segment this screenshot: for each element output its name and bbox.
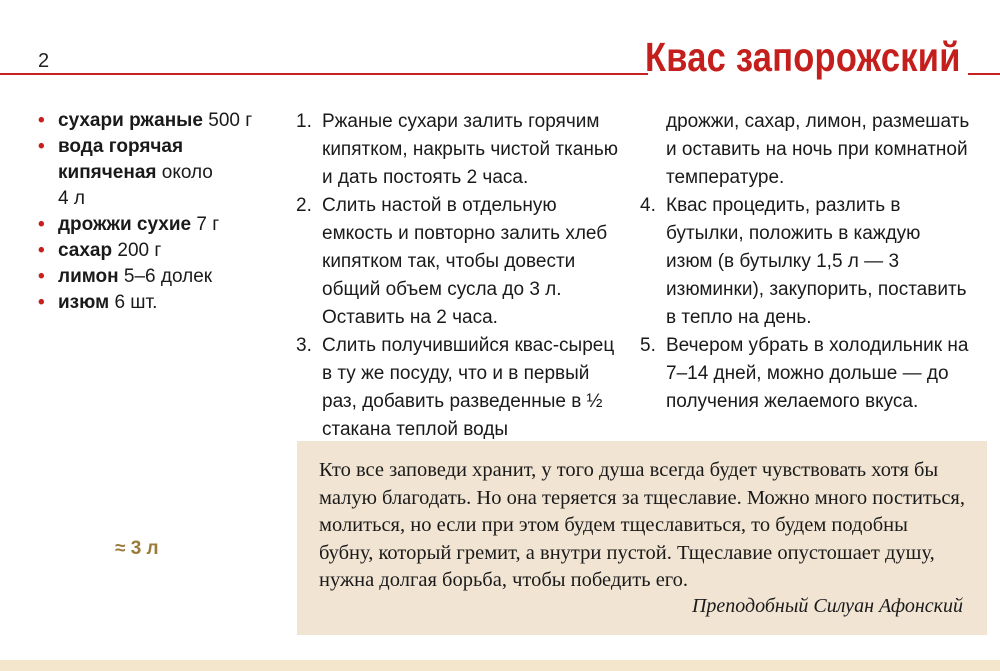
step-item <box>640 332 970 416</box>
page-number: 2 <box>38 50 50 72</box>
steps-column-2 <box>640 108 970 416</box>
ingredient-amount: 200 г <box>117 240 162 261</box>
step-text: Квас процедить, разлить в бутылки, положить в каждую изюм (в бутылку 1,5 л — 3 изюминки), закупорить, поставить в тепло на день. <box>666 195 967 328</box>
ingredient-amount: 7 г <box>196 214 220 235</box>
bullet-icon: • <box>38 292 45 313</box>
ingredient-name: изюм <box>58 292 110 313</box>
ingredient-item <box>36 212 286 238</box>
bullet-icon: • <box>38 214 45 235</box>
step-number: 3. <box>296 335 312 356</box>
ingredient-item <box>36 108 286 134</box>
ingredient-item <box>36 290 286 316</box>
step-number: 1. <box>296 111 312 132</box>
step-text: Вечером убрать в холодильник на 7–14 дней, можно дольше — до получения желаемого вкуса. <box>666 335 969 412</box>
ingredient-amount: 6 шт. <box>114 292 158 313</box>
bullet-icon: • <box>38 136 45 157</box>
step-text: Ржаные сухари залить горячим кипятком, накрыть чистой тканью и дать постоять 2 часа. <box>322 111 618 188</box>
bullet-icon: • <box>38 110 45 131</box>
recipe-title: Квас запорожский <box>645 34 961 80</box>
bullet-icon: • <box>38 240 45 261</box>
step-item <box>296 108 626 192</box>
step-text: Слить получившийся квас-сырец в ту же посуду, что и в первый раз, добавить разведенные в ½ стакана теплой воды <box>322 335 615 440</box>
step-item <box>296 192 626 332</box>
ingredient-name: дрожжи сухие <box>58 214 192 235</box>
ingredient-name: вода горячая кипяченая <box>58 136 184 183</box>
ingredient-item <box>36 134 286 212</box>
ingredients-list <box>36 108 286 316</box>
ingredient-amount: 500 г <box>208 110 253 131</box>
step-number: 4. <box>640 195 656 216</box>
quote-box <box>297 441 987 635</box>
step-text: дрожжи, сахар, лимон, размешать и оставить на ночь при комнатной температуре. <box>666 111 970 188</box>
ingredient-amount: около 4 л <box>58 162 213 209</box>
ingredient-name: сахар <box>58 240 113 261</box>
header-rule-right <box>968 73 1000 75</box>
step-number: 5. <box>640 335 656 356</box>
header-rule-left <box>0 73 648 75</box>
bottom-band <box>0 660 1000 671</box>
step-number: 2. <box>296 195 312 216</box>
ingredient-item <box>36 238 286 264</box>
yield-label: ≈ 3 л <box>115 538 159 559</box>
quote-author: Преподобный Силуан Афонский <box>691 594 963 617</box>
step-continuation <box>640 108 970 192</box>
ingredient-amount: 5–6 долек <box>123 266 213 287</box>
bullet-icon: • <box>38 266 45 287</box>
ingredient-name: сухари ржаные <box>58 110 203 131</box>
ingredient-name: лимон <box>58 266 119 287</box>
step-text: Слить настой в отдельную емкость и повторно залить хлеб кипятком так, чтобы довести общий объем сусла до 3 л. Оставить на 2 часа. <box>322 195 608 328</box>
step-item <box>296 332 626 444</box>
step-item <box>640 192 970 332</box>
quote-text: Кто все заповеди хранит, у того душа всегда будет чувствовать хотя бы малую благодать. Но она теряется за тщеславие. Можно много поститься, молиться, но если при этом будем тщеславиться, то будем подобны бубну, который гремит, а внутри пустой. Тщеславие опустошает душу, нужна долгая борьба, чтобы победить его. <box>319 459 965 591</box>
ingredient-item <box>36 264 286 290</box>
steps-column-1 <box>296 108 626 444</box>
